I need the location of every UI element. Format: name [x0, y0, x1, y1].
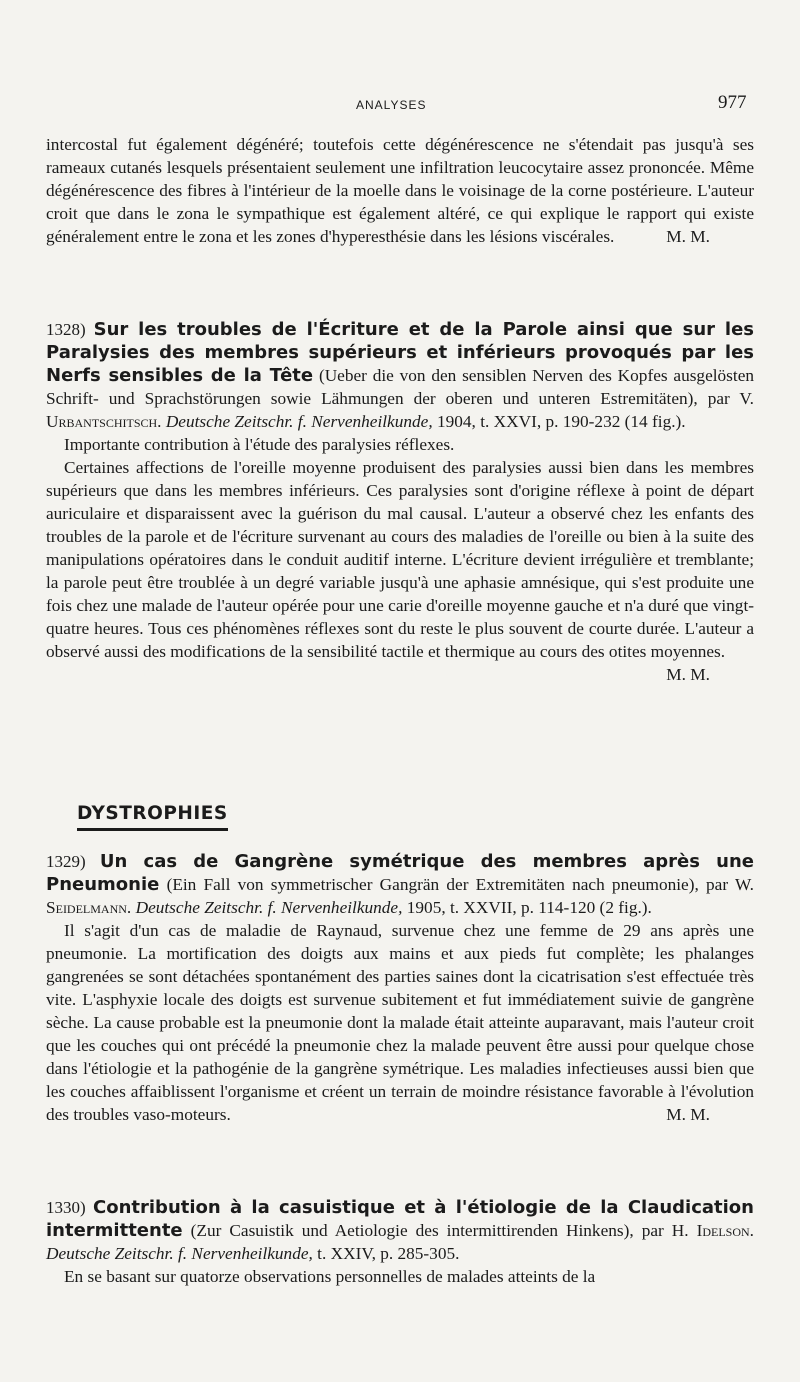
entry-title: Contribution à la casuistique et à l'étiologie de la Claudication intermittente: [46, 1197, 754, 1241]
entry-paragraph: Importante contribution à l'étude des paralysies réflexes.: [64, 435, 455, 454]
entry-paragraph: [46, 919, 754, 1126]
entry-title: Un cas de Gangrène symétrique des membres après une Pneumonie: [46, 851, 755, 895]
entry-paragraph: En se basant sur quatorze observations personnelles de malades atteints de la: [64, 1267, 596, 1286]
entry-citation: 1905, t. XXVII, p. 114-120 (2 fig.).: [406, 898, 652, 917]
signature: M. M.: [666, 1105, 710, 1124]
analysis-entry-1329: [46, 850, 754, 1126]
entry-citation: t. XXIV, p. 285-305.: [317, 1244, 460, 1263]
page-number: 977: [718, 92, 747, 113]
signature: M. M.: [666, 665, 710, 684]
entry-heading: [46, 1196, 754, 1265]
entry-citation: 1904, t. XXVI, p. 190-232 (14 fig.).: [436, 412, 686, 431]
entry-journal: Deutsche Zeitschr. f. Nervenheilkunde,: [46, 1244, 313, 1263]
entry-heading: [46, 850, 754, 919]
section-title: DYSTROPHIES: [77, 803, 228, 831]
entry-number: 1330): [46, 1198, 86, 1217]
entry-author: Idelson.: [696, 1221, 754, 1240]
running-header: [0, 92, 800, 116]
entry-original-title: (Ein Fall von symmetrischer Gangrän der Extremitäten nach pneumonie), par W.: [166, 875, 755, 894]
analysis-entry-1328: [46, 318, 754, 686]
entry-author: Seidelmann.: [46, 898, 132, 917]
entry-title: Sur les troubles de l'Écriture et de la Parole ainsi que sur les Paralysies des membres supérieurs et inférieurs provoqués par les Nerfs sensibles de la Tête: [46, 319, 754, 386]
entry-paragraph-text: Il s'agit d'un cas de maladie de Raynaud, survenue chez une femme de 29 ans après une pneumonie. La mortification des doigts aux mains et aux pieds fut complète; les phalanges gangrenées se sont détachées spontanément des parties saines dont la cicatrisation s'est effectuée très vite. L'asphyxie locale des doigts est survenue subitement et fut immédiatement suivie de gangrène sèche. La cause probable est la pneumonie dont la malade était atteinte auparavant, mais l'auteur croit que les couches qui ont précédé la pneumonie chez la malade peuvent être aussi pour quelque chose dans l'étiologie et la pathogénie de la gangrène symétrique. Les maladies infectieuses aussi bien que les couches affaiblissent l'organisme et créent un terrain de moindre résistance favorable à l'évolution des troubles vaso-moteurs.: [46, 921, 754, 1124]
intro-text: intercostal fut également dégénéré; toutefois cette dégénérescence ne s'étendait pas jusqu'à ses rameaux cutanés lesquels présentaient seulement une infiltration leucocytaire assez prononcée. Même dégénérescence des fibres à l'intérieur de la moelle dans le voisinage de la corne postérieure. L'auteur croit que dans le zona le sympathique est également altéré, ce qui explique le rapport qui existe généralement entre le zona et les zones d'hyperesthésie dans les lésions viscérales.: [46, 135, 754, 246]
section-heading: [77, 803, 228, 831]
entry-number: 1329): [46, 852, 86, 871]
intro-paragraph: [46, 133, 754, 248]
header-title: ANALYSES: [356, 98, 427, 112]
entry-paragraph: [46, 456, 754, 684]
entry-journal: Deutsche Zeitschr. f. Nervenheilkunde,: [165, 412, 433, 431]
entry-paragraph-text: Certaines affections de l'oreille moyenne produisent des paralysies aussi bien dans les membres supérieurs que dans les membres inférieurs. Ces paralysies sont d'origine réflexe à point de départ auriculaire et disparaissent avec la guérison du mal causal. L'auteur a observé chez les enfants des troubles de la parole et de l'écriture survenant au cours des maladies de l'oreille ou bien à la suite des manipulations opératoires dans le conduit auditif interne. L'écriture devient irrégulière et tremblante; la parole peut être troublée à un degré variable jusqu'à une aphasie amnésique, qui s'est produite une fois chez une malade de l'auteur opérée pour une carie d'oreille moyenne gauche et n'a duré que vingt-quatre heures. Tous ces phénomènes réflexes sont du reste le plus souvent de courte durée. L'auteur a observé aussi des modifications de la sensibilité tactile et thermique au cours des otites moyennes.: [46, 458, 754, 661]
entry-heading: [46, 318, 754, 433]
entry-journal: Deutsche Zeitschr. f. Nervenheilkunde,: [135, 898, 403, 917]
entry-original-title: (Zur Casuistik und Aetiologie des intermittirenden Hinkens), par H.: [190, 1221, 689, 1240]
signature: M. M.: [666, 227, 710, 246]
entry-number: 1328): [46, 320, 86, 339]
analysis-entry-1330: [46, 1196, 754, 1288]
entry-author: Urbantschitsch.: [46, 412, 162, 431]
entry-original-title: (Ueber die von den sensiblen Nerven des Kopfes ausgelösten Schrift- und Sprachstörungen sowie Lähmungen der oberen und unteren Estremitäten), par V.: [46, 366, 755, 408]
